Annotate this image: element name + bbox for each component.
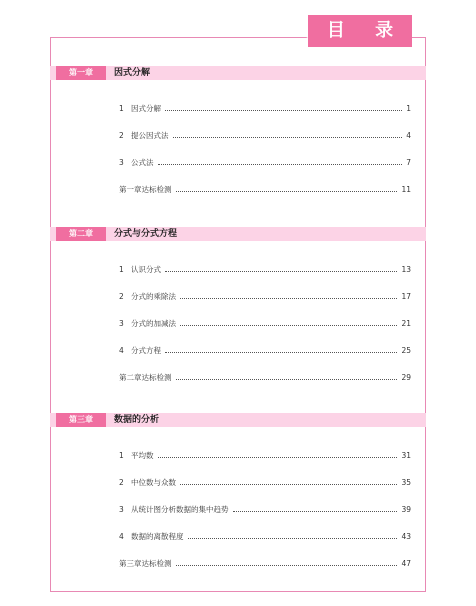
- entry-number: 2: [119, 291, 124, 301]
- entry-number: 1: [119, 264, 124, 274]
- review-title: 第三章达标检测: [119, 558, 172, 568]
- leader-dots: [158, 456, 398, 458]
- entry-title: 从统计图分析数据的集中趋势: [131, 504, 229, 514]
- entry-number: 3: [119, 157, 124, 167]
- entry-page: 25: [401, 345, 411, 355]
- review-title: 第二章达标检测: [119, 372, 172, 382]
- entry-title: 分式方程: [131, 345, 161, 355]
- entry-title: 平均数: [131, 450, 154, 460]
- chapter-band: [50, 66, 426, 80]
- chapter-2: [50, 227, 426, 382]
- leader-dots: [173, 136, 403, 138]
- leader-dots: [158, 163, 403, 165]
- leader-dots: [176, 564, 398, 566]
- entry-title: 分式的加减法: [131, 318, 176, 328]
- chapter-band: [50, 227, 426, 241]
- toc-review-entry[interactable]: [119, 183, 411, 195]
- entry-page: 13: [401, 264, 411, 274]
- entry-title: 中位数与众数: [131, 477, 176, 487]
- entry-number: 1: [119, 103, 124, 113]
- entry-title: 分式的乘除法: [131, 291, 176, 301]
- title-fold-decoration: [290, 37, 308, 47]
- toc-entry[interactable]: [119, 449, 411, 461]
- entry-title: 公式法: [131, 157, 154, 167]
- chapter-tag: 第三章: [56, 413, 106, 427]
- chapter-1: [50, 66, 426, 194]
- entry-page: 17: [401, 291, 411, 301]
- entry-page: 4: [406, 130, 411, 140]
- toc-entry[interactable]: [119, 156, 411, 168]
- toc-entry[interactable]: [119, 263, 411, 275]
- entry-number: 2: [119, 130, 124, 140]
- toc-entry[interactable]: [119, 530, 411, 542]
- toc-entry[interactable]: [119, 129, 411, 141]
- chapter-tag: 第一章: [56, 66, 106, 80]
- toc-entry[interactable]: [119, 317, 411, 329]
- chapter-title: 数据的分析: [114, 415, 160, 425]
- chapter-3: [50, 413, 426, 568]
- entry-page: 39: [401, 504, 411, 514]
- chapter-title: 分式与分式方程: [114, 229, 178, 239]
- leader-dots: [165, 109, 402, 111]
- entry-title: 数据的离散程度: [131, 531, 184, 541]
- entry-page: 35: [401, 477, 411, 487]
- entry-page: 21: [401, 318, 411, 328]
- entry-number: 3: [119, 318, 124, 328]
- leader-dots: [188, 537, 398, 539]
- leader-dots: [176, 190, 398, 192]
- entry-number: 4: [119, 345, 124, 355]
- toc-entry[interactable]: [119, 503, 411, 515]
- leader-dots: [180, 297, 397, 299]
- review-page: 11: [401, 184, 411, 194]
- leader-dots: [233, 510, 398, 512]
- review-title: 第一章达标检测: [119, 184, 172, 194]
- review-page: 47: [401, 558, 411, 568]
- toc-review-entry[interactable]: [119, 371, 411, 383]
- toc-review-entry[interactable]: [119, 557, 411, 569]
- review-page: 29: [401, 372, 411, 382]
- chapter-band: [50, 413, 426, 427]
- entry-page: 7: [406, 157, 411, 167]
- leader-dots: [176, 378, 398, 380]
- entry-page: 31: [401, 450, 411, 460]
- leader-dots: [165, 351, 397, 353]
- toc-title: 目 录: [308, 15, 412, 47]
- chapter-title: 因式分解: [114, 68, 151, 78]
- leader-dots: [180, 324, 397, 326]
- entry-title: 提公因式法: [131, 130, 169, 140]
- entry-page: 43: [401, 531, 411, 541]
- entry-title: 因式分解: [131, 103, 161, 113]
- chapter-tag: 第二章: [56, 227, 106, 241]
- entry-page: 1: [406, 103, 411, 113]
- toc-entry[interactable]: [119, 102, 411, 114]
- entry-number: 1: [119, 450, 124, 460]
- entry-number: 2: [119, 477, 124, 487]
- toc-entry[interactable]: [119, 290, 411, 302]
- leader-dots: [165, 270, 397, 272]
- entry-title: 认识分式: [131, 264, 161, 274]
- entry-number: 4: [119, 531, 124, 541]
- entry-number: 3: [119, 504, 124, 514]
- toc-entry[interactable]: [119, 344, 411, 356]
- leader-dots: [180, 483, 397, 485]
- toc-entry[interactable]: [119, 476, 411, 488]
